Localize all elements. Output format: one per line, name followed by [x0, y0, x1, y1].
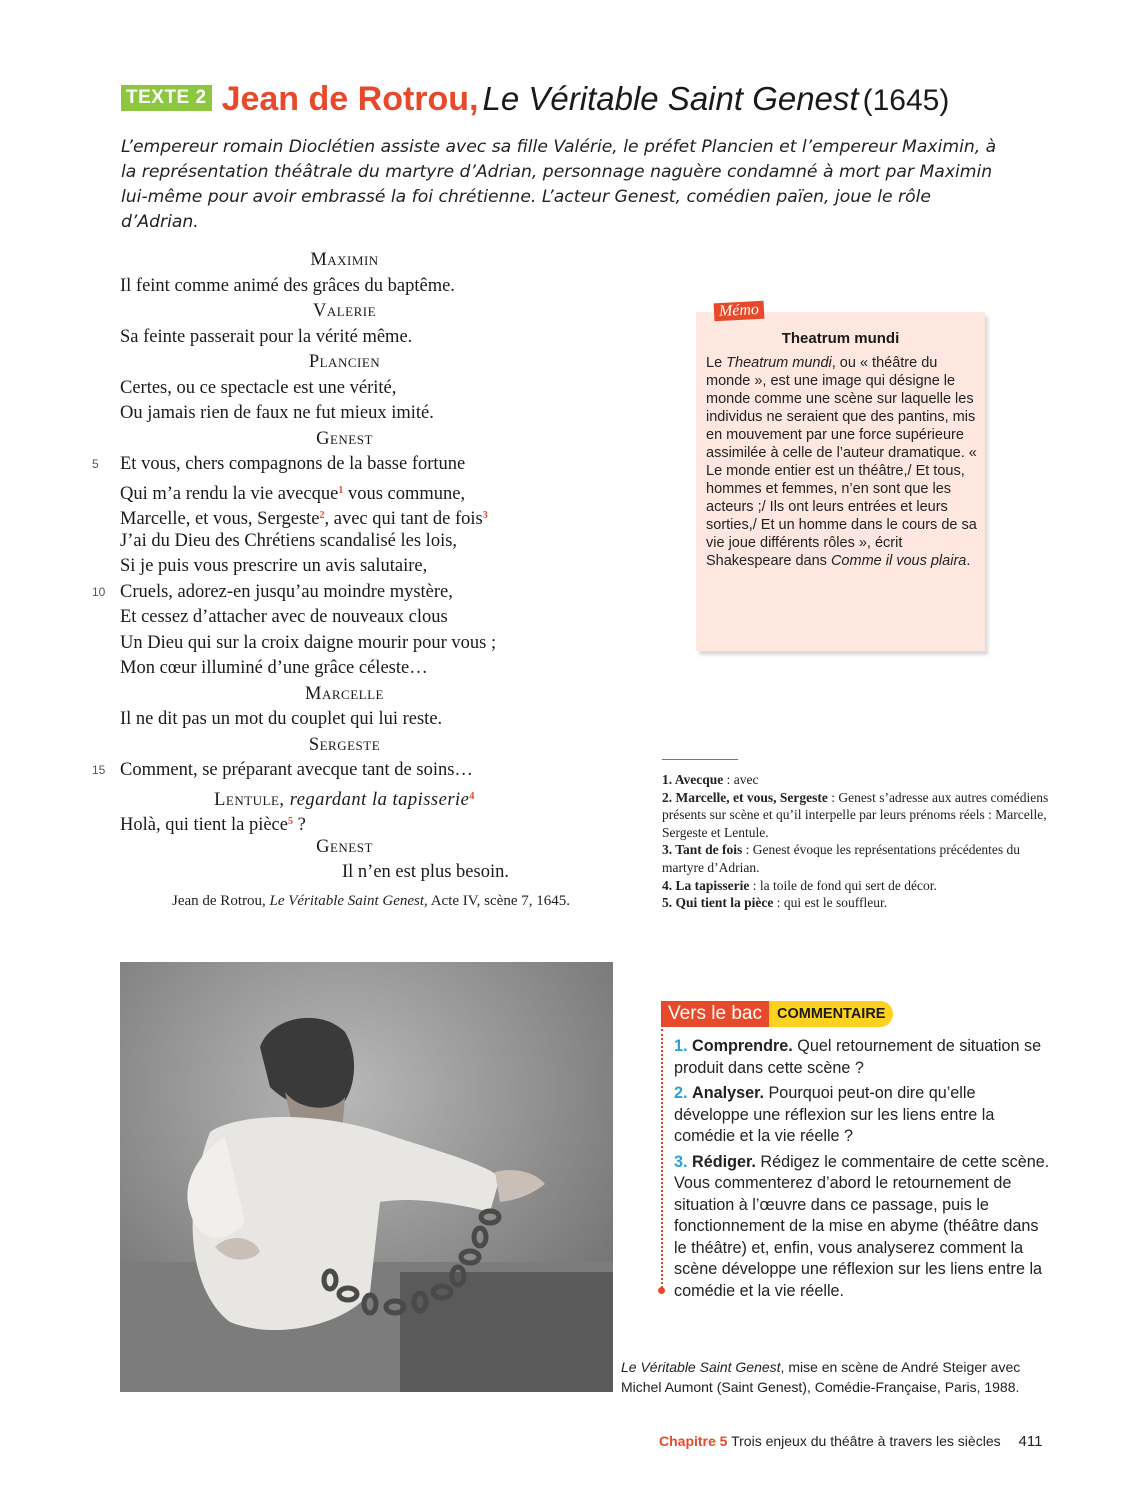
verse-text: Et vous, chers compagnons de la basse fortune — [120, 454, 466, 474]
photo-caption — [621, 1357, 1051, 1397]
footnote-ref: 5 — [287, 816, 293, 827]
caption-text: , mise en scène de André Steiger avec Michel Aumont (Saint Genest), Comédie-Française, Paris, 1988. — [621, 1359, 1021, 1395]
question-text: Rédigez le commentaire de cette scène. Vous commenterez d’abord le retournement de situation à l’œuvre dans ce passage, puis le fonctionnement de la mise en abyme (théâtre dans le théâtre) et, enfin, vous analyserez comment la scène développe une réflexion sur les liens entre la comédie et la vie réelle. — [674, 1152, 1050, 1300]
stage-direction: regardant la tapisserie — [289, 789, 470, 810]
verse-line: Mon cœur illuminé d’une grâce céleste… — [120, 658, 428, 678]
line-number: 5 — [92, 457, 99, 471]
footnote-ref: 4 — [469, 790, 475, 802]
footer-title: Trois enjeux du théâtre à travers les siècles — [731, 1433, 1001, 1449]
verse-text: Holà, qui tient la pièce — [120, 815, 288, 835]
verse-line: Certes, ou ce spectacle est une vérité, — [120, 377, 397, 398]
page-footer — [659, 1433, 1042, 1450]
verse-line — [92, 503, 652, 529]
footnote-ref: 3 — [482, 510, 488, 521]
memo-title: Theatrum mundi — [781, 330, 900, 347]
caption-work: Le Véritable Saint Genest — [621, 1359, 781, 1375]
memo-tag: Mémo — [714, 301, 765, 322]
verse-line — [92, 478, 652, 504]
speaker-name: Plancien — [308, 352, 381, 372]
footnote-ref: 2 — [319, 510, 325, 521]
source-citation — [172, 893, 570, 910]
footnote-def: : avec — [723, 772, 759, 787]
question-keyword: Comprendre. — [692, 1037, 793, 1055]
verse-line — [92, 452, 652, 478]
verse-text: Qui m’a rendu la vie avecque — [120, 483, 339, 504]
footnote — [662, 877, 1062, 895]
memo-italic: Theatrum mundi — [726, 355, 832, 371]
footnote-def: : qui est le souffleur. — [773, 895, 888, 911]
verse-text: Cruels, adorez-en jusqu’au moindre mystère, — [120, 581, 453, 602]
verse-line: J’ai du Dieu des Chrétiens scandalisé les lois, — [120, 530, 458, 551]
verse-text: ? — [292, 815, 306, 835]
footnotes — [662, 771, 1062, 912]
line-number: 15 — [92, 763, 106, 777]
footnote-term: 3. Tant de fois — [662, 842, 743, 858]
speaker-with-direction — [92, 784, 597, 810]
footnote-divider — [662, 759, 738, 760]
question-text: Quel retournement de situation se produit dans cette scène ? — [674, 1037, 1042, 1077]
verse-text: , avec qui tant de fois — [324, 509, 483, 529]
verse-line: Si je puis vous prescrire un avis salutaire, — [120, 556, 428, 576]
source-author: Jean de Rotrou, — [172, 893, 270, 909]
exam-question — [674, 1083, 1052, 1148]
memo-box — [696, 300, 985, 651]
speaker-name: Maximin — [310, 250, 379, 270]
footnote-term: 5. Qui tient la pièce — [662, 895, 774, 911]
footnote — [662, 771, 1062, 789]
verse-line: Sa feinte passerait pour la vérité même. — [120, 326, 413, 347]
verse-text: vous commune, — [343, 483, 466, 504]
question-keyword: Rédiger. — [692, 1152, 756, 1171]
speaker-name: Genest — [316, 836, 373, 857]
exam-question — [674, 1036, 1052, 1079]
verse-line — [92, 580, 652, 606]
page-header — [121, 80, 949, 119]
actor-photo-illustration — [120, 962, 613, 1392]
text-badge: TEXTE 2 — [121, 85, 212, 111]
title-work: Le Véritable Saint Genest — [482, 80, 859, 117]
stage-photo — [120, 962, 613, 1392]
question-number: 2. — [674, 1084, 688, 1102]
footnote-def: : la toile de fond qui sert de décor. — [749, 877, 937, 893]
verse-text: Marcelle, et vous, Sergeste — [120, 509, 320, 529]
speaker-name: Lentule, — [214, 789, 285, 810]
memo-text: . — [966, 553, 971, 569]
verse-line: Il n’en est plus besoin. — [342, 862, 509, 882]
footnote-term: 1. Avecque — [662, 772, 724, 787]
verse-line: Un Dieu qui sur la croix daigne mourir pour vous ; — [120, 632, 497, 653]
title-author: Jean de Rotrou, — [221, 80, 479, 118]
speaker-name: Sergeste — [308, 734, 381, 755]
exam-section — [661, 1001, 1061, 1300]
line-number: 10 — [92, 584, 106, 599]
question-number: 3. — [674, 1152, 688, 1171]
footnote-term: 4. La tapisserie — [662, 877, 750, 893]
verse-line: Ou jamais rien de faux ne fut mieux imité. — [120, 403, 434, 423]
question-keyword: Analyser. — [692, 1084, 765, 1102]
source-work: Le Véritable Saint Genest — [269, 893, 425, 909]
footnote-def: : Genest s’adresse aux autres comédiens présents sur scène et qu’il interpelle par leurs prénoms réels : Marcelle, Sergeste et Lentule. — [662, 789, 1049, 840]
speaker-name: Genest — [316, 428, 373, 449]
exam-bullet-dot — [658, 1287, 665, 1294]
verse-text: Comment, se préparant avecque tant de soins… — [120, 760, 473, 780]
page-number: 411 — [1018, 1433, 1043, 1450]
footnote-ref: 1 — [338, 484, 344, 496]
verse-line — [92, 758, 652, 784]
exam-question — [674, 1152, 1052, 1303]
footnote-term: 2. Marcelle, et vous, Sergeste — [662, 789, 828, 805]
exam-questions — [674, 1036, 1052, 1306]
memo-text: , ou « théâtre du monde », est une image qui désigne le monde comme une scène sur laquelle les individus ne seraient que des pantins, mis en mouvement par une force supérieure assimilée à celle de l’auteur dramatique. « Le monde entier est un théâtre,/ Et tous, hommes et femmes, n’en sont que les acteurs ;/ Ils ont leurs entrées et leurs sorties,/ Et un homme dans le cours de sa vie joue différents rôles », écrit Shakespeare dans — [706, 355, 977, 569]
verse-line: Et cessez d’attacher avec de nouveaux clous — [120, 607, 448, 627]
verse-line: Il feint comme animé des grâces du baptême. — [120, 275, 455, 296]
question-text: Pourquoi peut-on dire qu’elle développe une réflexion sur les liens entre la comédie et la vie réelle ? — [674, 1084, 995, 1145]
footnote — [662, 789, 1062, 842]
exam-label: Vers le bac — [661, 1001, 769, 1027]
footer-chapter: Chapitre 5 — [659, 1433, 728, 1449]
footnote — [662, 841, 1062, 876]
question-number: 1. — [674, 1037, 688, 1055]
memo-text: Le — [706, 355, 727, 371]
verse-line: Il ne dit pas un mot du couplet qui lui reste. — [120, 709, 443, 729]
source-rest: , Acte IV, scène 7, 1645. — [424, 893, 570, 909]
footnote — [662, 894, 1062, 912]
exam-sublabel: COMMENTAIRE — [769, 1001, 893, 1027]
memo-body — [706, 354, 978, 570]
play-excerpt — [92, 248, 652, 886]
exam-dotted-rule — [661, 1029, 663, 1292]
verse-line — [92, 809, 652, 835]
title-year: (1645) — [862, 84, 950, 117]
speaker-name: Valerie — [312, 301, 377, 321]
speaker-name: Marcelle — [305, 683, 384, 704]
exam-header — [661, 1001, 1061, 1027]
footnote-def: : Genest évoque les représentations précédentes du martyre d’Adrian. — [662, 842, 1021, 875]
intro-paragraph: L’empereur romain Dioclétien assiste avec sa fille Valérie, le préfet Plancien et l’empereur Maximin, à la représentation théâtrale du martyre d’Adrian, personnage naguère condamné à mort par Maximin lui-même pour avoir embrassé la foi chrétienne. L’acteur Genest, comédien païen, joue le rôle d’Adrian. — [121, 137, 997, 232]
memo-italic: Comme il vous plaira — [830, 553, 967, 569]
